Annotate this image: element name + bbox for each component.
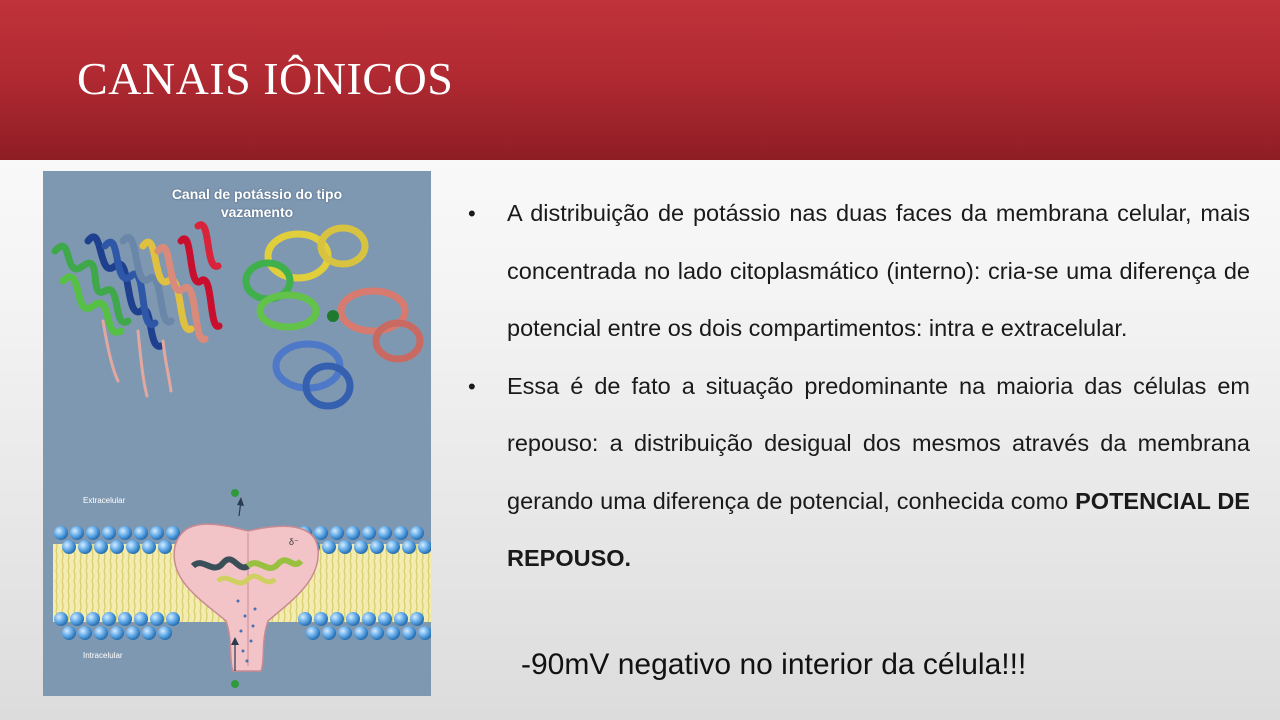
- bullet-text: Essa é de fato a situação predominante na maioria das células em repouso: a distribuição desigual dos mesmos através da membrana gerando uma diferença de potencial, conhecida como: [507, 372, 1250, 514]
- figure-title-line-1: Canal de potássio do tipo: [171, 186, 343, 202]
- membrane-potential-note: -90mV negativo no interior da célula!!!: [521, 648, 1027, 681]
- bullet-item: [468, 358, 1250, 588]
- bullet-text: A distribuição de potássio nas duas faces da membrana celular, mais concentrada no lado citoplasmático (interno): cria-se uma diferença de potencial entre os dois compartimentos: intra e extracelular.: [507, 200, 1250, 341]
- channel-side-view: [55, 225, 219, 396]
- resting-potential-term: POTENCIAL DE REPOUSO.: [507, 487, 1250, 571]
- channel-top-view: [246, 228, 420, 406]
- figure-title: [43, 185, 431, 221]
- bullet-item: [468, 185, 1250, 358]
- bullet-list: [468, 185, 1250, 588]
- delta-charge-label: δ⁻: [289, 537, 299, 547]
- figure-title-line-2: vazamento: [220, 204, 294, 220]
- title-bar: [0, 0, 1280, 160]
- figure-illustration: [43, 171, 431, 696]
- potassium-channel-figure: [43, 171, 431, 696]
- page-title: CANAIS IÔNICOS: [77, 53, 454, 104]
- intracellular-label: Intracelular: [83, 651, 123, 660]
- extracellular-label: Extracelular: [83, 496, 126, 505]
